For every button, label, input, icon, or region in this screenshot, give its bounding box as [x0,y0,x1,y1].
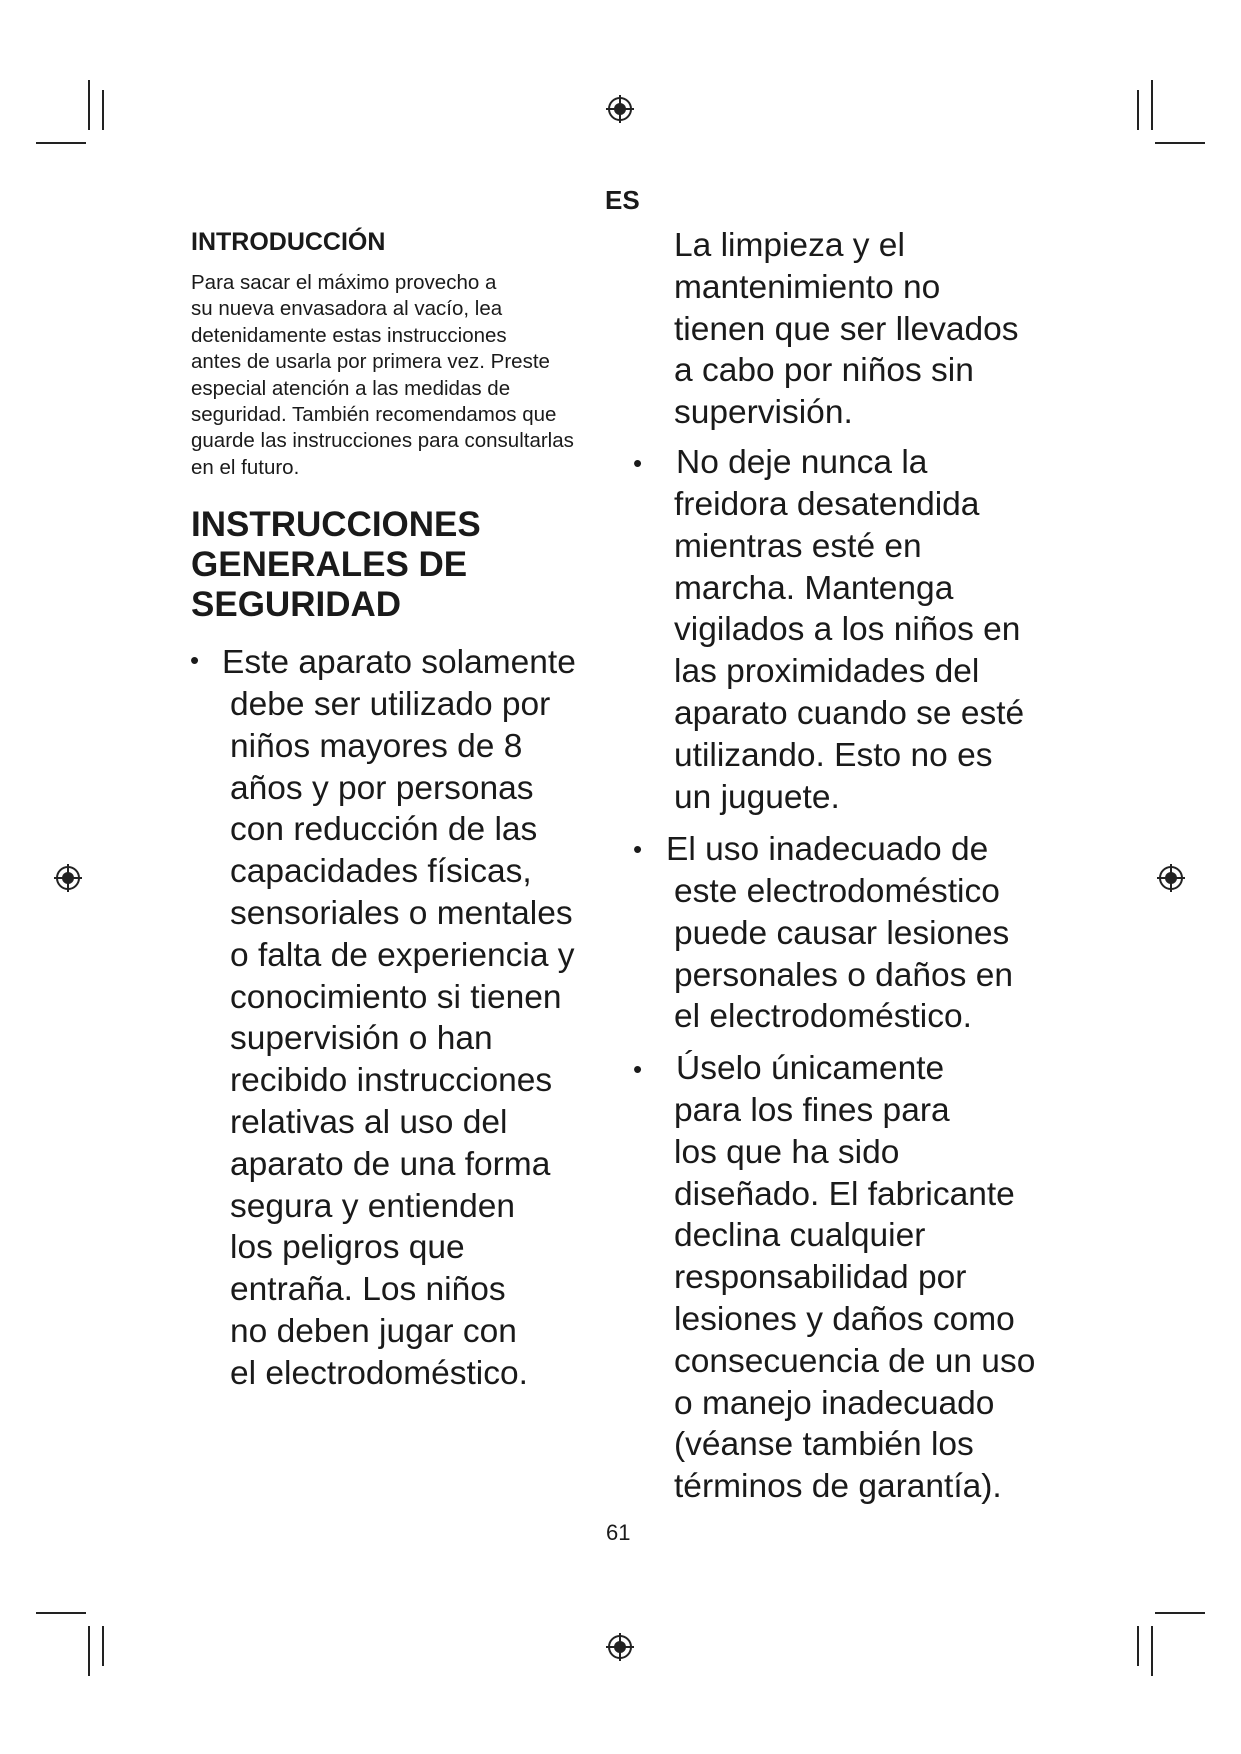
text-line: su nueva envasadora al vacío, lea [191,297,503,321]
text-line: o falta de experiencia y [230,936,575,974]
text-line: a cabo por niños sin [674,352,974,390]
text-line: conocimiento si tienen [230,978,562,1016]
text-line: detenidamente estas instrucciones [191,323,507,347]
text-line: el electrodoméstico. [674,998,972,1036]
safety-item-1-continued [674,225,1019,434]
registration-mark-bottom-icon [605,1632,635,1662]
bullet-icon: • [633,834,643,864]
bullet-icon: • [190,645,200,675]
text-line: supervisión o han [230,1020,493,1058]
text-line: capacidades físicas, [230,853,532,891]
text-line: niños mayores de 8 [230,727,523,765]
text-line: La limpieza y el [674,227,905,264]
text-line: un juguete. [674,778,840,816]
registration-mark-top-icon [605,94,635,124]
text-line: este electrodoméstico [674,873,1000,910]
text-line: (véanse también los [674,1426,974,1464]
text-line: Para sacar el máximo provecho a [191,271,497,294]
safety-item-4-first-line: Úselo únicamente [676,1050,945,1087]
text-line: antes de usarla por primera vez. Preste [191,350,550,374]
text-line: los que ha sido [674,1133,900,1171]
text-line: declina cualquier [674,1217,926,1255]
title-line: GENERALES DE [191,545,468,584]
registration-mark-left-icon [53,863,83,893]
text-line: responsabilidad por [674,1259,967,1297]
safety-item-3-first-line: El uso inadecuado de [666,831,989,868]
text-line: no deben jugar con [230,1312,517,1350]
text-line: términos de garantía). [674,1468,1002,1506]
text-line: personales o daños en [674,956,1013,994]
text-line: o manejo inadecuado [674,1384,995,1422]
text-line: años y por personas [230,769,534,807]
text-line: freidora desatendida [674,486,980,523]
title-line: INSTRUCCIONES [191,505,481,544]
text-line: para los fines para [674,1092,950,1129]
text-line: supervisión. [674,394,853,432]
text-line: mientras esté en [674,527,922,565]
bullet-icon: • [633,1054,643,1084]
title-line: SEGURIDAD [191,585,402,624]
text-line: entraña. Los niños [230,1271,506,1309]
introduction-title: INTRODUCCIÓN [191,228,386,256]
text-line: marcha. Mantenga [674,569,954,607]
text-line: seguridad. También recomendamos que [191,403,557,427]
text-line: consecuencia de un uso [674,1342,1036,1380]
safety-item-4 [674,1090,1035,1508]
text-line: segura y entienden [230,1187,515,1225]
text-line: sensoriales o mentales [230,894,573,932]
text-line: guarde las instrucciones para consultarlas [191,429,574,453]
text-line: los peligros que [230,1229,465,1267]
safety-item-2-first-line: No deje nunca la [676,444,928,481]
text-line: puede causar lesiones [674,914,1010,952]
text-line: relativas al uso del [230,1103,508,1141]
text-line: vigilados a los niños en [674,611,1021,649]
text-line: aparato de una forma [230,1145,551,1183]
text-line: con reducción de las [230,811,538,849]
introduction-paragraph [191,270,621,481]
text-line: especial atención a las medidas de [191,376,511,400]
safety-item-1 [230,684,575,1395]
text-line: diseñado. El fabricante [674,1175,1015,1213]
bullet-icon: • [633,448,643,478]
safety-item-3 [674,871,1013,1038]
text-line: aparato cuando se esté [674,694,1025,732]
safety-item-1-first-line: Este aparato solamente [222,644,576,681]
registration-mark-right-icon [1156,863,1186,893]
safety-title [191,505,481,625]
language-code: ES [605,185,640,215]
text-line: debe ser utilizado por [230,686,551,723]
text-line: mantenimiento no [674,268,941,306]
page-number: 61 [606,1520,631,1545]
text-line: en el futuro. [191,455,300,479]
text-line: recibido instrucciones [230,1062,553,1100]
safety-item-2 [674,484,1024,818]
text-line: el electrodoméstico. [230,1354,528,1392]
text-line: utilizando. Esto no es [674,736,993,774]
text-line: lesiones y daños como [674,1300,1015,1338]
text-line: tienen que ser llevados [674,310,1019,348]
text-line: las proximidades del [674,653,980,691]
